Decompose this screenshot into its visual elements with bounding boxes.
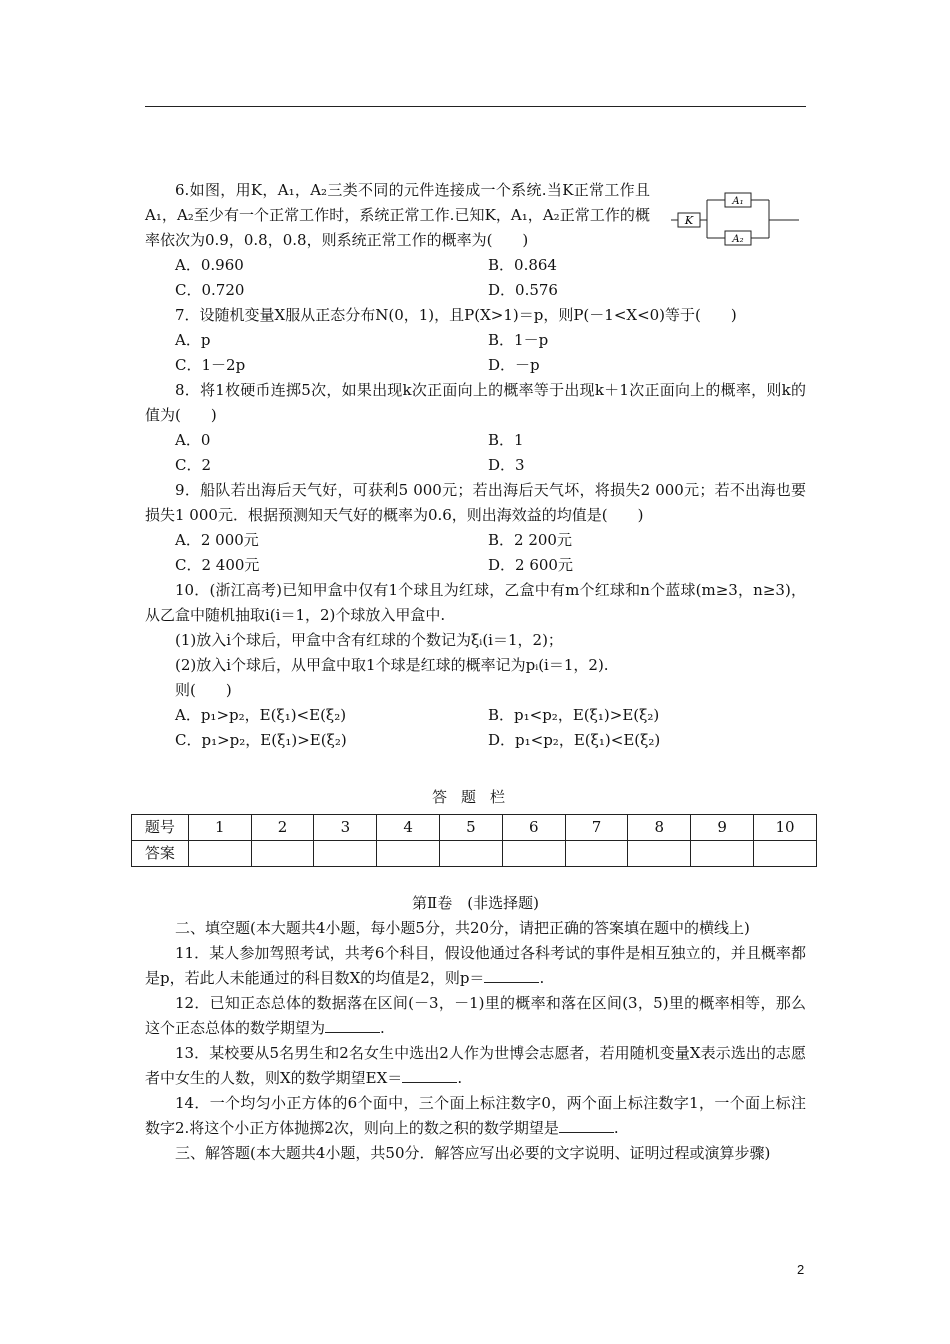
answer-cell[interactable]	[691, 841, 754, 867]
question-number: 6	[502, 815, 565, 841]
q8-options-row1	[175, 428, 806, 453]
q10-then: 则( )	[175, 681, 232, 699]
answer-cell[interactable]	[628, 841, 691, 867]
q7-option-d: D．－p	[488, 356, 540, 374]
q11-text: 11．某人参加驾照考试，共考6个科目，假设他通过各科考试的事件是相互独立的，并且概率都是p，若此人未能通过的科目数X的均值是2，则p＝ .	[145, 944, 806, 987]
question-6	[145, 178, 806, 303]
q6-option-d: D．0.576	[488, 281, 558, 299]
q6-options-row1	[175, 253, 806, 278]
answer-cell[interactable]	[565, 841, 628, 867]
q11-blank[interactable]	[484, 968, 539, 983]
question-number: 10	[754, 815, 817, 841]
q8-option-c: C．2	[175, 456, 212, 474]
q7-option-b: B．1－p	[488, 331, 549, 349]
q7-option-a: A．p	[175, 331, 211, 349]
circuit-diagram	[671, 188, 809, 246]
answer-table-answer-row	[132, 841, 817, 867]
answer-table	[131, 814, 817, 867]
q9-options-row1	[175, 528, 806, 553]
q9-options-row2	[175, 553, 806, 578]
q12-blank[interactable]	[325, 1018, 380, 1033]
answer-cell[interactable]	[754, 841, 817, 867]
q10-line2: (2)放入i个球后，从甲盒中取1个球是红球的概率记为pᵢ(i＝1，2).	[175, 656, 609, 674]
q8-option-d: D．3	[488, 456, 525, 474]
q9-option-b: B．2 200元	[488, 531, 572, 549]
q6-text: 6.如图，用K，A₁，A₂三类不同的元件连接成一个系统.当K正常工作且A₁，A₂至少有一个正常工作时，系统正常工作.已知K，A₁，A₂正常工作的概率依次为0.9，0.8，0.8，则系统正常工作的概率为( )	[145, 181, 650, 249]
answer-table-number-row	[132, 815, 817, 841]
fill-section-header: 二、填空题(本大题共4小题，每小题5分，共20分，请把正确的答案填在题中的横线上)	[175, 919, 750, 937]
q10-options-row2	[175, 728, 806, 753]
document-body	[145, 178, 806, 1166]
answer-cell[interactable]	[502, 841, 565, 867]
question-number: 1	[188, 815, 251, 841]
question-number: 4	[377, 815, 440, 841]
solve-section-header: 三、解答题(本大题共4小题，共50分．解答应写出必要的文字说明、证明过程或演算步骤)	[175, 1144, 771, 1162]
question-number: 3	[314, 815, 377, 841]
q9-text: 9．船队若出海后天气好，可获利5 000元；若出海后天气坏，将损失2 000元；若不出海也要损失1 000元．根据预测知天气好的概率为0.6，则出海效益的均值是( )	[145, 481, 806, 524]
question-number: 5	[440, 815, 503, 841]
q8-text: 8．将1枚硬币连掷5次，如果出现k次正面向上的概率等于出现k＋1次正面向上的概率，则k的值为( )	[145, 381, 806, 424]
part2-title: 第Ⅱ卷 (非选择题)	[412, 894, 539, 912]
header-rule	[145, 106, 806, 107]
q8-option-a: A．0	[175, 431, 211, 449]
q8-option-b: B．1	[488, 431, 524, 449]
a2-label: A₂	[732, 234, 744, 245]
row-label-answer: 答案	[132, 841, 189, 867]
question-number: 8	[628, 815, 691, 841]
q10-option-b: B．p₁<p₂，E(ξ₁)>E(ξ₂)	[488, 706, 660, 724]
q10-text: 10．(浙江高考)已知甲盒中仅有1个球且为红球，乙盒中有m个红球和n个蓝球(m≥3，n≥3)，从乙盒中随机抽取i(i＝1，2)个球放入甲盒中.	[145, 581, 806, 624]
q14-blank[interactable]	[559, 1118, 614, 1133]
q12-text: 12．已知正态总体的数据落在区间(－3，－1)里的概率和落在区间(3，5)里的概率相等，那么这个正态总体的数学期望为 .	[145, 994, 806, 1037]
q10-line1: (1)放入i个球后，甲盒中含有红球的个数记为ξᵢ(i＝1，2)；	[175, 631, 563, 649]
q6-option-b: B．0.864	[488, 256, 557, 274]
page-number: 2	[797, 1262, 805, 1277]
answer-cell[interactable]	[377, 841, 440, 867]
question-number: 7	[565, 815, 628, 841]
answer-panel-title: 答题栏	[431, 788, 519, 806]
q13-blank[interactable]	[402, 1068, 457, 1083]
q9-option-a: A．2 000元	[175, 531, 259, 549]
q13-text: 13．某校要从5名男生和2名女生中选出2人作为世博会志愿者，若用随机变量X表示选出的志愿者中女生的人数，则X的数学期望EX＝ .	[145, 1044, 806, 1087]
answer-cell[interactable]	[440, 841, 503, 867]
q10-option-c: C．p₁>p₂，E(ξ₁)>E(ξ₂)	[175, 731, 347, 749]
q10-options-row1	[175, 703, 806, 728]
q7-options-row2	[175, 353, 806, 378]
q10-option-a: A．p₁>p₂，E(ξ₁)<E(ξ₂)	[175, 706, 347, 724]
question-number: 2	[251, 815, 314, 841]
q10-option-d: D．p₁<p₂，E(ξ₁)<E(ξ₂)	[488, 731, 661, 749]
q14-text: 14．一个均匀小正方体的6个面中，三个面上标注数字0，两个面上标注数字1，一个面上标注数字2.将这个小正方体抛掷2次，则向上的数之积的数学期望是 .	[145, 1094, 806, 1137]
k-label: K	[684, 214, 694, 227]
a1-label: A₁	[732, 196, 744, 207]
q9-option-c: C．2 400元	[175, 556, 260, 574]
q8-options-row2	[175, 453, 806, 478]
q6-option-a: A．0.960	[175, 256, 244, 274]
row-label-number: 题号	[132, 815, 189, 841]
answer-cell[interactable]	[251, 841, 314, 867]
answer-cell[interactable]	[188, 841, 251, 867]
q7-options-row1	[175, 328, 806, 353]
answer-cell[interactable]	[314, 841, 377, 867]
q6-option-c: C．0.720	[175, 281, 245, 299]
question-number: 9	[691, 815, 754, 841]
q6-options-row2	[175, 278, 806, 303]
q7-option-c: C．1－2p	[175, 356, 246, 374]
q7-text: 7．设随机变量X服从正态分布N(0，1)，且P(X>1)＝p，则P(－1<X<0)等于( )	[175, 306, 737, 324]
q9-option-d: D．2 600元	[488, 556, 573, 574]
